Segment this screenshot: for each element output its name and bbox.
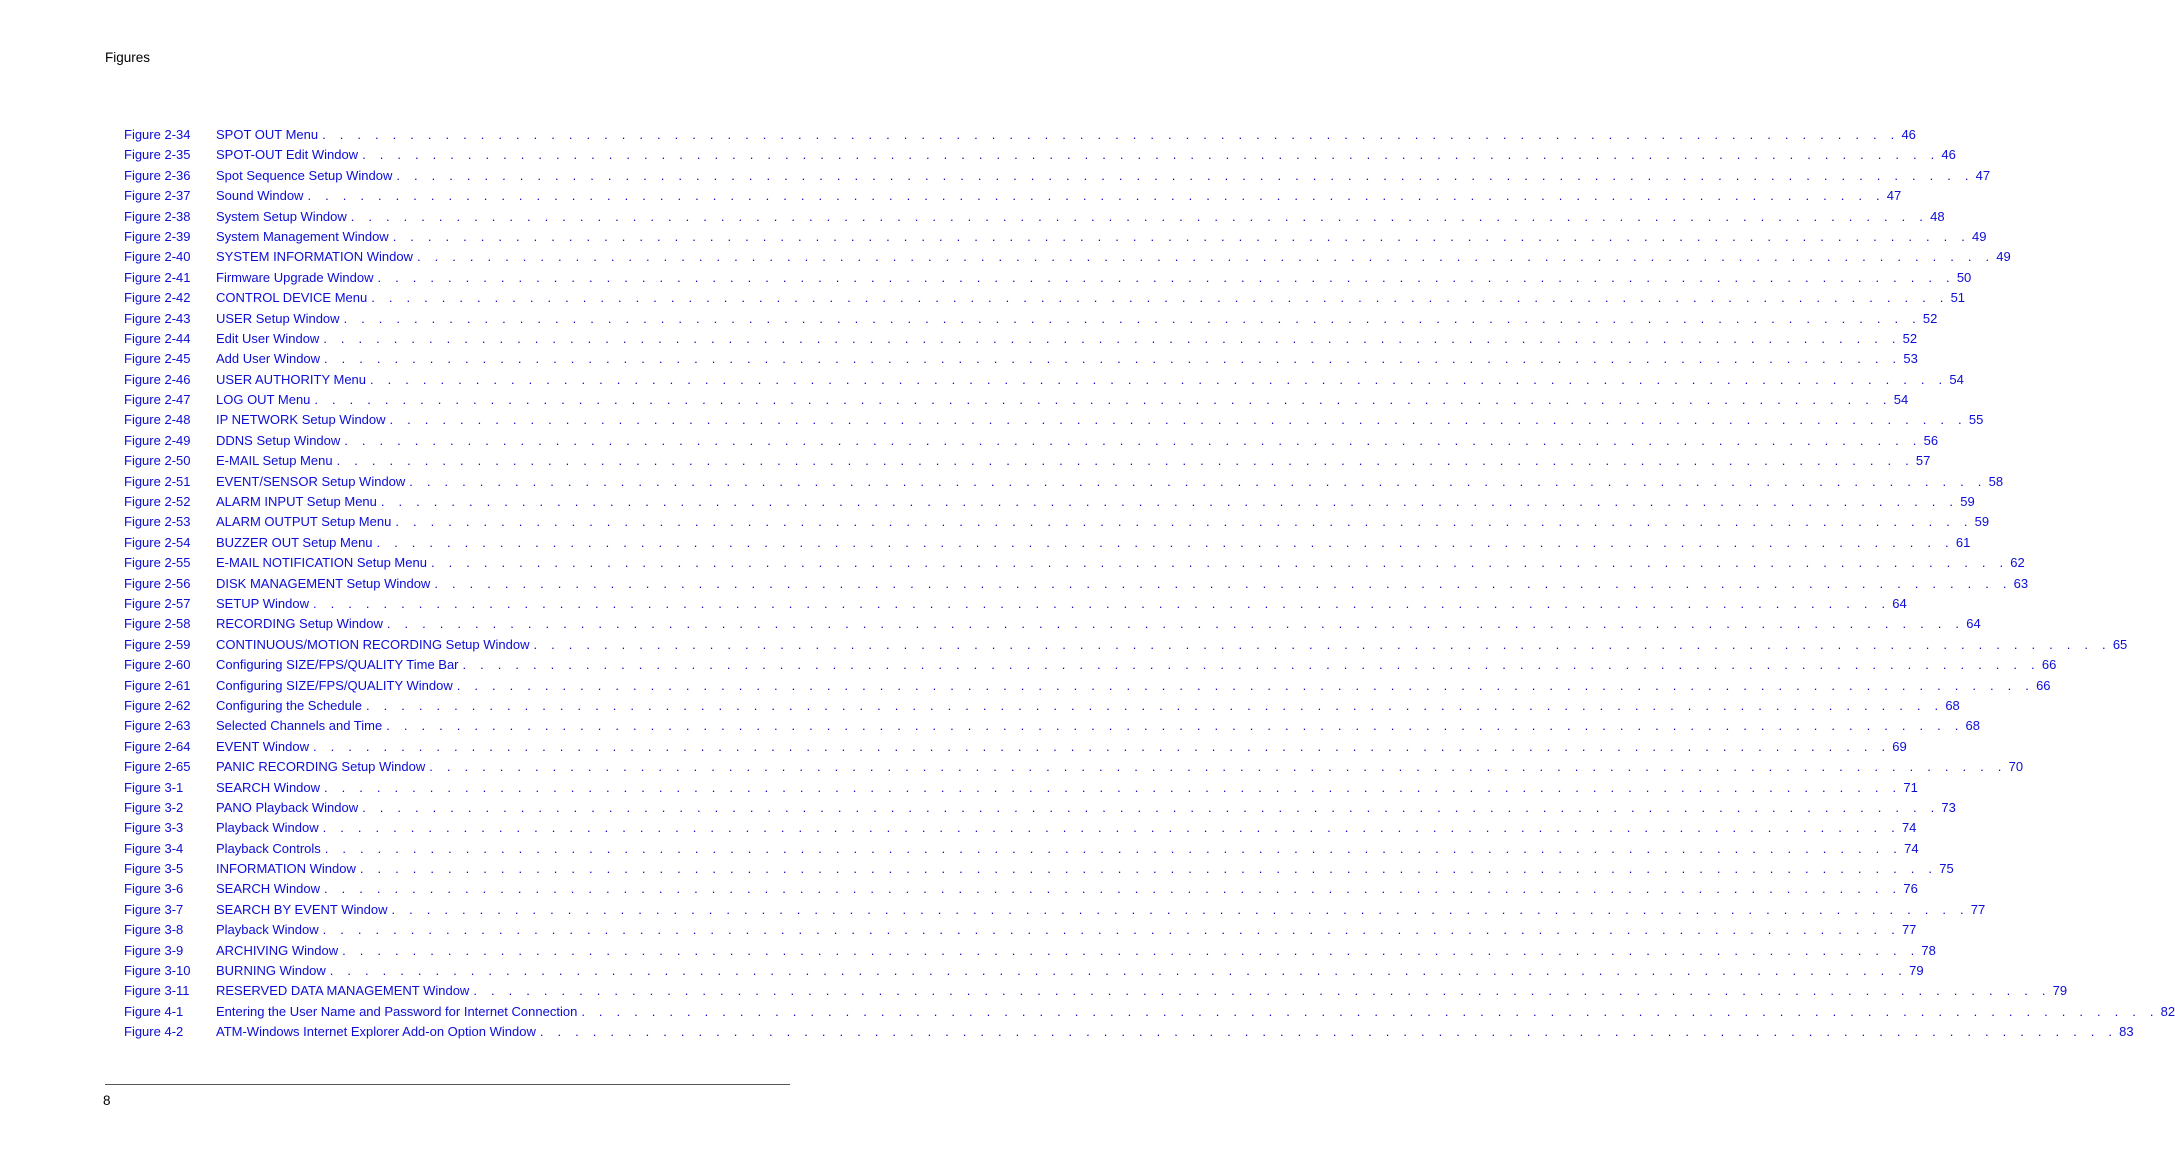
toc-entry[interactable] (124, 288, 1966, 308)
figure-title-link[interactable]: Firmware Upgrade Window (216, 269, 374, 285)
dot-leader: . . . . . . . . . . . . . . . . . . . . . . . . . . . . . . . . . . . . . . . . . . . . . . . . . . . . . . . . . . . . . . . . . . . . . . . . . . . . . . . . . . . . . . . . . . (312, 738, 1891, 754)
figure-number-link[interactable]: Figure 4-2 (124, 1024, 184, 1040)
figure-number-link[interactable]: Figure 3-8 (124, 922, 184, 938)
dot-leader: . . . . . . . . . . . . . . . . . . . . . . . . . . . . . . . . . . . . . . . . . . . . . . . . . . . . . . . . . . . . . . . . . . . . . . . . . . . . . . . . . . . . . . . . . . (324, 351, 1902, 367)
page-number-link[interactable]: 83 (2119, 1024, 2134, 1040)
dot-leader: . . . . . . . . . . . . . . . . . . . . . . . . . . . . . . . . . . . . . . . . . . . . . . . . . . . . . . . . . . . . . . . . . . . . . . . . . . . . . . . . . . . . . . . . . . (391, 901, 1969, 917)
toc-entry[interactable] (124, 839, 1919, 859)
dot-leader: . . . . . . . . . . . . . . . . . . . . . . . . . . . . . . . . . . . . . . . . . . . . . . . . . . . . . . . . . . . . . . . . . . . . . . . . . . . . . . . . . . . . . . . . . . (344, 432, 1922, 448)
figure-title-link[interactable]: E-MAIL NOTIFICATION Setup Menu (216, 555, 427, 571)
toc-entry[interactable] (124, 451, 1931, 471)
toc-entry[interactable] (124, 186, 1902, 206)
dot-leader: . . . . . . . . . . . . . . . . . . . . . . . . . . . . . . . . . . . . . . . . . . . . . . . . . . . . . . . . . . . . . . . . . . . . . . . . . . . . . . . . . . . . . . . . . . (329, 963, 1908, 979)
toc-entry[interactable] (124, 512, 1990, 532)
toc-entry[interactable] (124, 900, 1986, 920)
figure-number-link[interactable]: Figure 2-54 (124, 534, 191, 550)
dot-leader: . . . . . . . . . . . . . . . . . . . . . . . . . . . . . . . . . . . . . . . . . . . . . . . . . . . . . . . . . . . . . . . . . . . . . . . . . . . . . . . . . . . . . . . . . . (429, 759, 2007, 775)
page-number-link[interactable]: 65 (2112, 636, 2128, 652)
figure-title-link[interactable]: SPOT-OUT Edit Window (216, 147, 359, 163)
dot-leader: . . . . . . . . . . . . . . . . . . . . . . . . . . . . . . . . . . . . . . . . . . . . . . . . . . . . . . . . . . . . . . . . . . . . . . . . . . . . . . . . . . . . . . . . . . (395, 514, 1973, 530)
figure-number-link[interactable]: Figure 2-38 (124, 208, 191, 224)
dot-leader: . . . . . . . . . . . . . . . . . . . . . . . . . . . . . . . . . . . . . . . . . . . . . . . . . . . . . . . . . . . . . . . . . . . . . . . . . . . . . . . . . . . . . . . . . . (396, 167, 1974, 183)
figure-number-link[interactable]: Figure 2-51 (124, 473, 191, 489)
toc-entry[interactable] (124, 390, 1909, 410)
toc-entry[interactable] (124, 798, 1956, 818)
page-number-link[interactable]: 79 (2052, 983, 2068, 999)
page-number-link[interactable]: 77 (1901, 922, 1917, 938)
figure-title-link[interactable]: SEARCH Window (216, 779, 321, 795)
toc-entry[interactable] (124, 268, 1972, 288)
dot-leader: . . . . . . . . . . . . . . . . . . . . . . . . . . . . . . . . . . . . . . . . . . . . . . . . . . . . . . . . . . . . . . . . . . . . . . . . . . . . . . . . . . . . . . . . . . (314, 392, 1892, 408)
figure-number-link[interactable]: Figure 2-64 (124, 738, 191, 754)
toc-entry[interactable] (124, 716, 1981, 736)
page-number-link[interactable]: 52 (1922, 310, 1938, 326)
page-number-link[interactable]: 82 (2160, 1003, 2175, 1019)
page-number-link[interactable]: 59 (1960, 494, 1975, 510)
page-number-link[interactable]: 53 (1903, 351, 1918, 367)
dot-leader: . . . . . . . . . . . . . . . . . . . . . . . . . . . . . . . . . . . . . . . . . . . . . . . . . . . . . . . . . . . . . . . . . . . . . . . . . . . . . . . . . . . . . . . . . . (389, 412, 1967, 428)
figure-title-link[interactable]: USER AUTHORITY Menu (216, 371, 367, 387)
toc-entry[interactable] (124, 1022, 2134, 1042)
toc-entry[interactable] (124, 757, 2024, 777)
page-number-link[interactable]: 58 (1988, 473, 2004, 489)
page-number-link[interactable]: 74 (1901, 820, 1917, 836)
dot-leader: . . . . . . . . . . . . . . . . . . . . . . . . . . . . . . . . . . . . . . . . . . . . . . . . . . . . . . . . . . . . . . . . . . . . . . . . . . . . . . . . . . . . . . . . . . (324, 840, 1903, 856)
figure-title-link[interactable]: USER Setup Window (216, 310, 340, 326)
page-number: 8 (103, 1093, 111, 1108)
figure-title-link[interactable]: Selected Channels and Time (216, 718, 383, 734)
dot-leader: . . . . . . . . . . . . . . . . . . . . . . . . . . . . . . . . . . . . . . . . . . . . . . . . . . . . . . . . . . . . . . . . . . . . . . . . . . . . . . . . . . . . . . . . . . (430, 555, 2009, 571)
figure-title-link[interactable]: System Setup Window (216, 208, 347, 224)
page-number-link[interactable]: 70 (2008, 759, 2024, 775)
figure-number-link[interactable]: Figure 2-39 (124, 228, 191, 244)
page-number-link[interactable]: 69 (1892, 738, 1907, 754)
figure-number-link[interactable]: Figure 2-60 (124, 657, 191, 673)
page-number-link[interactable]: 79 (1909, 963, 1924, 979)
figure-title-link[interactable]: CONTROL DEVICE Menu (216, 290, 368, 306)
figure-number-link[interactable]: Figure 3-10 (124, 963, 191, 979)
figure-number-link[interactable]: Figure 2-57 (124, 595, 191, 611)
dot-leader: . . . . . . . . . . . . . . . . . . . . . . . . . . . . . . . . . . . . . . . . . . . . . . . . . . . . . . . . . . . . . . . . . . . . . . . . . . . . . . . . . . . . . . . . . . (362, 147, 1940, 163)
figure-title-link[interactable]: System Management Window (216, 228, 389, 244)
dot-leader: . . . . . . . . . . . . . . . . . . . . . . . . . . . . . . . . . . . . . . . . . . . . . . . . . . . . . . . . . . . . . . . . . . . . . . . . . . . . . . . . . . . . . . . . . . (462, 657, 2040, 673)
figure-title-link[interactable]: ALARM OUTPUT Setup Menu (216, 514, 392, 530)
toc-entry[interactable] (124, 818, 1917, 838)
page-number-link[interactable]: 49 (1972, 228, 1987, 244)
toc-entry[interactable] (124, 349, 1918, 369)
figure-title-link[interactable]: DISK MANAGEMENT Setup Window (216, 575, 431, 591)
page-number-link[interactable]: 52 (1902, 330, 1918, 346)
list-of-figures (124, 125, 2175, 1043)
dot-leader: . . . . . . . . . . . . . . . . . . . . . . . . . . . . . . . . . . . . . . . . . . . . . . . . . . . . . . . . . . . . . . . . . . . . . . . . . . . . . . . . . . . . . . . . . . (359, 861, 1938, 877)
toc-entry[interactable] (124, 329, 1918, 349)
toc-entry[interactable] (124, 696, 1960, 716)
toc-entry[interactable] (124, 778, 1918, 798)
figure-title-link[interactable]: EVENT Window (216, 738, 309, 754)
dot-leader: . . . . . . . . . . . . . . . . . . . . . . . . . . . . . . . . . . . . . . . . . . . . . . . . . . . . . . . . . . . . . . . . . . . . . . . . . . . . . . . . . . . . . . . . . . (371, 290, 1949, 306)
dot-leader: . . . . . . . . . . . . . . . . . . . . . . . . . . . . . . . . . . . . . . . . . . . . . . . . . . . . . . . . . . . . . . . . . . . . . . . . . . . . . . . . . . . . . . . . . . (336, 453, 1914, 469)
figure-title-link[interactable]: Configuring SIZE/FPS/QUALITY Time Bar (216, 657, 459, 673)
figure-number-link[interactable]: Figure 2-47 (124, 392, 191, 408)
figure-title-link[interactable]: ALARM INPUT Setup Menu (216, 494, 377, 510)
page-number-link[interactable]: 46 (1901, 127, 1916, 142)
toc-entry[interactable] (124, 166, 1991, 186)
page-number-link[interactable]: 78 (1921, 942, 1936, 958)
figure-number-link[interactable]: Figure 2-37 (124, 188, 191, 204)
dot-leader: . . . . . . . . . . . . . . . . . . . . . . . . . . . . . . . . . . . . . . . . . . . . . . . . . . . . . . . . . . . . . . . . . . . . . . . . . . . . . . . . . . . . . . . . . . (323, 330, 1901, 346)
figure-title-link[interactable]: DDNS Setup Window (216, 432, 341, 448)
dot-leader: . . . . . . . . . . . . . . . . . . . . . . . . . . . . . . . . . . . . . . . . . . . . . . . . . . . . . . . . . . . . . . . . . . . . . . . . . . . . . . . . . . . . . . . . . . (377, 269, 1955, 285)
figure-number-link[interactable]: Figure 2-43 (124, 310, 191, 326)
page-number-link[interactable]: 73 (1941, 799, 1956, 815)
page-number-link[interactable]: 56 (1923, 432, 1939, 448)
figure-title-link[interactable]: EVENT/SENSOR Setup Window (216, 473, 406, 489)
dot-leader: . . . . . . . . . . . . . . . . . . . . . . . . . . . . . . . . . . . . . . . . . . . . . . . . . . . . . . . . . . . . . . . . . . . . . . . . . . . . . . . . . . . . . . . . . . (392, 228, 1971, 244)
page-number-link[interactable]: 46 (1941, 147, 1956, 163)
figure-number-link[interactable]: Figure 3-11 (124, 983, 190, 999)
figure-number-link[interactable]: Figure 2-65 (124, 759, 191, 775)
figure-number-link[interactable]: Figure 3-9 (124, 942, 184, 958)
toc-entry[interactable] (124, 553, 2025, 573)
figure-title-link[interactable]: Playback Window (216, 820, 319, 836)
dot-leader: . . . . . . . . . . . . . . . . . . . . . . . . . . . . . . . . . . . . . . . . . . . . . . . . . . . . . . . . . . . . . . . . . . . . . . . . . . . . . . . . . . . . . . . . . . (362, 799, 1940, 815)
dot-leader: . . . . . . . . . . . . . . . . . . . . . . . . . . . . . . . . . . . . . . . . . . . . . . . . . . . . . . . . . . . . . . . . . . . . . . . . . . . . . . . . . . . . . . . . . . (307, 188, 1885, 204)
figure-number-link[interactable]: Figure 3-4 (124, 840, 184, 856)
toc-entry[interactable] (124, 207, 1945, 227)
dot-leader: . . . . . . . . . . . . . . . . . . . . . . . . . . . . . . . . . . . . . . . . . . . . . . . . . . . . . . . . . . . . . . . . . . . . . . . . . . . . . . . . . . . . . . . . . . (456, 677, 2035, 693)
running-header: Figures (105, 50, 151, 65)
figure-number-link[interactable]: Figure 2-40 (124, 249, 191, 265)
toc-entry[interactable] (124, 635, 2128, 655)
page-number-link[interactable]: 77 (1970, 901, 1986, 917)
page-number-link[interactable]: 62 (2010, 555, 2025, 571)
dot-leader: . . . . . . . . . . . . . . . . . . . . . . . . . . . . . . . . . . . . . . . . . . . . . . . . . . . . . . . . . . . . . . . . . . . . . . . . . . . . . . . . . . . . . . . . . . (386, 616, 1965, 632)
dot-leader: . . . . . . . . . . . . . . . . . . . . . . . . . . . . . . . . . . . . . . . . . . . . . . . . . . . . . . . . . . . . . . . . . . . . . . . . . . . . . . . . . . . . . . . . . . (533, 636, 2111, 652)
figure-title-link[interactable]: ARCHIVING Window (216, 942, 339, 958)
figure-number-link[interactable]: Figure 2-62 (124, 697, 191, 713)
page-number-link[interactable]: 68 (1945, 697, 1960, 713)
dot-leader: . . . . . . . . . . . . . . . . . . . . . . . . . . . . . . . . . . . . . . . . . . . . . . . . . . . . . . . . . . . . . . . . . . . . . . . . . . . . . . . . . . . . . . . . . . (370, 371, 1948, 387)
figure-number-link[interactable]: Figure 2-59 (124, 636, 191, 652)
figure-title-link[interactable]: LOG OUT Menu (216, 392, 311, 408)
figure-title-link[interactable]: ATM-Windows Internet Explorer Add-on Option Window (216, 1024, 536, 1040)
dot-leader: . . . . . . . . . . . . . . . . . . . . . . . . . . . . . . . . . . . . . . . . . . . . . . . . . . . . . . . . . . . . . . . . . . . . . . . . . . . . . . . . . . . . . . . . . . (324, 881, 1902, 897)
figure-title-link[interactable]: SEARCH BY EVENT Window (216, 901, 388, 917)
page-number-link[interactable]: 51 (1950, 290, 1966, 306)
toc-entry[interactable] (124, 981, 2068, 1001)
figure-title-link[interactable]: SYSTEM INFORMATION Window (216, 249, 413, 265)
figure-title-link[interactable]: Configuring the Schedule (216, 697, 362, 713)
toc-entry[interactable] (124, 594, 1907, 614)
footer-divider (105, 1084, 790, 1085)
figure-number-link[interactable]: Figure 2-35 (124, 147, 191, 163)
figure-title-link[interactable]: IP NETWORK Setup Window (216, 412, 386, 428)
toc-entry[interactable] (124, 431, 1939, 451)
figure-title-link[interactable]: SEARCH Window (216, 881, 321, 897)
dot-leader: . . . . . . . . . . . . . . . . . . . . . . . . . . . . . . . . . . . . . . . . . . . . . . . . . . . . . . . . . . . . . . . . . . . . . . . . . . . . . . . . . . . . . . . . . . (473, 983, 2051, 999)
dot-leader: . . . . . . . . . . . . . . . . . . . . . . . . . . . . . . . . . . . . . . . . . . . . . . . . . . . . . . . . . . . . . . . . . . . . . . . . . . . . . . . . . . . . . . . . . . (350, 208, 1929, 224)
dot-leader: . . . . . . . . . . . . . . . . . . . . . . . . . . . . . . . . . . . . . . . . . . . . . . . . . . . . . . . . . . . . . . . . . . . . . . . . . . . . . . . . . . . . . . . . . . (322, 127, 1900, 142)
page-number-link[interactable]: 59 (1974, 514, 1990, 530)
toc-entry[interactable] (124, 145, 1956, 165)
figure-number-link[interactable]: Figure 2-46 (124, 371, 191, 387)
toc-entry[interactable] (124, 859, 1954, 879)
figure-title-link[interactable]: CONTINUOUS/MOTION RECORDING Setup Window (216, 636, 530, 652)
figure-number-link[interactable]: Figure 2-58 (124, 616, 191, 632)
figure-number-link[interactable]: Figure 2-61 (124, 677, 191, 693)
page-number-link[interactable]: 47 (1886, 188, 1902, 204)
figure-title-link[interactable]: E-MAIL Setup Menu (216, 453, 333, 469)
figure-title-link[interactable]: BUZZER OUT Setup Menu (216, 534, 373, 550)
dot-leader: . . . . . . . . . . . . . . . . . . . . . . . . . . . . . . . . . . . . . . . . . . . . . . . . . . . . . . . . . . . . . . . . . . . . . . . . . . . . . . . . . . . . . . . . . . (376, 534, 1954, 550)
figure-title-link[interactable]: Playback Window (216, 922, 319, 938)
figure-number-link[interactable]: Figure 3-7 (124, 901, 184, 917)
dot-leader: . . . . . . . . . . . . . . . . . . . . . . . . . . . . . . . . . . . . . . . . . . . . . . . . . . . . . . . . . . . . . . . . . . . . . . . . . . . . . . . . . . . . . . . . . . (322, 820, 1900, 836)
toc-entry[interactable] (124, 492, 1975, 512)
figure-number-link[interactable]: Figure 2-50 (124, 453, 191, 469)
figure-number-link[interactable]: Figure 2-36 (124, 167, 191, 183)
page-number-link[interactable]: 64 (1892, 595, 1907, 611)
toc-entry[interactable] (124, 676, 2051, 696)
figure-number-link[interactable]: Figure 2-52 (124, 494, 191, 510)
page-number-link[interactable]: 68 (1965, 718, 1981, 734)
toc-entry[interactable] (124, 614, 1981, 634)
page-number-link[interactable]: 54 (1949, 371, 1964, 387)
toc-entry[interactable] (124, 961, 1924, 981)
toc-entry[interactable] (124, 227, 1987, 247)
figure-title-link[interactable]: RESERVED DATA MANAGEMENT Window (216, 983, 470, 999)
page-number-link[interactable]: 57 (1915, 453, 1931, 469)
figure-title-link[interactable]: PANO Playback Window (216, 799, 359, 815)
toc-entry[interactable] (124, 1002, 2175, 1022)
page-number-link[interactable]: 63 (2013, 575, 2029, 591)
figure-title-link[interactable]: BURNING Window (216, 963, 326, 979)
figure-title-link[interactable]: Playback Controls (216, 840, 321, 856)
figure-number-link[interactable]: Figure 2-45 (124, 351, 191, 367)
toc-entry[interactable] (124, 472, 2004, 492)
page-number-link[interactable]: 49 (1996, 249, 2011, 265)
figure-title-link[interactable]: PANIC RECORDING Setup Window (216, 759, 426, 775)
figure-number-link[interactable]: Figure 2-48 (124, 412, 191, 428)
figure-number-link[interactable]: Figure 2-53 (124, 514, 191, 530)
dot-leader: . . . . . . . . . . . . . . . . . . . . . . . . . . . . . . . . . . . . . . . . . . . . . . . . . . . . . . . . . . . . . . . . . . . . . . . . . . . . . . . . . . . . . . . . . . (324, 779, 1902, 795)
figure-title-link[interactable]: SETUP Window (216, 595, 309, 611)
toc-entry[interactable] (124, 655, 2057, 675)
dot-leader: . . . . . . . . . . . . . . . . . . . . . . . . . . . . . . . . . . . . . . . . . . . . . . . . . . . . . . . . . . . . . . . . . . . . . . . . . . . . . . . . . . . . . . . . . . (409, 473, 1987, 489)
toc-entry[interactable] (124, 247, 2011, 267)
figure-number-link[interactable]: Figure 2-44 (124, 330, 191, 346)
figure-number-link[interactable]: Figure 3-3 (124, 820, 184, 836)
dot-leader: . . . . . . . . . . . . . . . . . . . . . . . . . . . . . . . . . . . . . . . . . . . . . . . . . . . . . . . . . . . . . . . . . . . . . . . . . . . . . . . . . . . . . . . . . . (386, 718, 1964, 734)
figure-number-link[interactable]: Figure 2-41 (124, 269, 191, 285)
dot-leader: . . . . . . . . . . . . . . . . . . . . . . . . . . . . . . . . . . . . . . . . . . . . . . . . . . . . . . . . . . . . . . . . . . . . . . . . . . . . . . . . . . . . . . . . . . (416, 249, 1995, 265)
page-number-link[interactable]: 50 (1956, 269, 1972, 285)
figure-title-link[interactable]: RECORDING Setup Window (216, 616, 383, 632)
dot-leader: . . . . . . . . . . . . . . . . . . . . . . . . . . . . . . . . . . . . . . . . . . . . . . . . . . . . . . . . . . . . . . . . . . . . . . . . . . . . . . . . . . . . . . . . . . (343, 310, 1921, 326)
dot-leader: . . . . . . . . . . . . . . . . . . . . . . . . . . . . . . . . . . . . . . . . . . . . . . . . . . . . . . . . . . . . . . . . . . . . . . . . . . . . . . . . . . . . . . . . . . (539, 1024, 2118, 1040)
page-number-link[interactable]: 66 (2041, 657, 2057, 673)
figure-number-link[interactable]: Figure 4-1 (124, 1003, 184, 1019)
figure-title-link[interactable]: Entering the User Name and Password for Internet Connection (216, 1003, 578, 1019)
figure-number-link[interactable]: Figure 3-6 (124, 881, 184, 897)
toc-entry[interactable] (124, 879, 1918, 899)
dot-leader: . . . . . . . . . . . . . . . . . . . . . . . . . . . . . . . . . . . . . . . . . . . . . . . . . . . . . . . . . . . . . . . . . . . . . . . . . . . . . . . . . . . . . . . . . . (342, 942, 1920, 958)
figure-title-link[interactable]: INFORMATION Window (216, 861, 356, 877)
figure-number-link[interactable]: Figure 2-42 (124, 290, 191, 306)
figure-number-link[interactable]: Figure 3-2 (124, 799, 184, 815)
figure-number-link[interactable]: Figure 2-34 (124, 127, 191, 142)
figure-title-link[interactable]: Configuring SIZE/FPS/QUALITY Window (216, 677, 453, 693)
dot-leader: . . . . . . . . . . . . . . . . . . . . . . . . . . . . . . . . . . . . . . . . . . . . . . . . . . . . . . . . . . . . . . . . . . . . . . . . . . . . . . . . . . . . . . . . . . (380, 494, 1959, 510)
figure-title-link[interactable]: Add User Window (216, 351, 321, 367)
figure-title-link[interactable]: Sound Window (216, 188, 304, 204)
page-number-link[interactable]: 61 (1955, 534, 1971, 550)
toc-entry[interactable] (124, 920, 1917, 940)
toc-entry[interactable] (124, 410, 1984, 430)
figure-number-link[interactable]: Figure 3-1 (124, 779, 184, 795)
dot-leader: . . . . . . . . . . . . . . . . . . . . . . . . . . . . . . . . . . . . . . . . . . . . . . . . . . . . . . . . . . . . . . . . . . . . . . . . . . . . . . . . . . . . . . . . . . (366, 697, 1944, 713)
page-number-link[interactable]: 71 (1903, 779, 1918, 795)
page-number-link[interactable]: 55 (1968, 412, 1984, 428)
figure-number-link[interactable]: Figure 2-55 (124, 555, 191, 571)
figure-title-link[interactable]: Edit User Window (216, 330, 320, 346)
page-number-link[interactable]: 47 (1975, 167, 1991, 183)
figure-number-link[interactable]: Figure 3-5 (124, 861, 184, 877)
page-number-link[interactable]: 54 (1893, 392, 1909, 408)
dot-leader: . . . . . . . . . . . . . . . . . . . . . . . . . . . . . . . . . . . . . . . . . . . . . . . . . . . . . . . . . . . . . . . . . . . . . . . . . . . . . . . . . . . . . . . . . . (434, 575, 2012, 591)
page-number-link[interactable]: 66 (2036, 677, 2051, 693)
toc-entry[interactable] (124, 370, 1964, 390)
figure-title-link[interactable]: Spot Sequence Setup Window (216, 167, 393, 183)
toc-entry[interactable] (124, 309, 1938, 329)
toc-entry[interactable] (124, 574, 2029, 594)
toc-entry[interactable] (124, 941, 1936, 961)
toc-entry[interactable] (124, 533, 1971, 553)
page-number-link[interactable]: 75 (1939, 861, 1954, 877)
dot-leader: . . . . . . . . . . . . . . . . . . . . . . . . . . . . . . . . . . . . . . . . . . . . . . . . . . . . . . . . . . . . . . . . . . . . . . . . . . . . . . . . . . . . . . . . . . (312, 595, 1891, 611)
figure-number-link[interactable]: Figure 2-63 (124, 718, 191, 734)
dot-leader: . . . . . . . . . . . . . . . . . . . . . . . . . . . . . . . . . . . . . . . . . . . . . . . . . . . . . . . . . . . . . . . . . . . . . . . . . . . . . . . . . . . . . . . . . . (581, 1003, 2159, 1019)
page-number-link[interactable]: 74 (1904, 840, 1919, 856)
toc-entry[interactable] (124, 125, 1916, 145)
page-number-link[interactable]: 64 (1966, 616, 1981, 632)
page-number-link[interactable]: 76 (1903, 881, 1918, 897)
page-number-link[interactable]: 48 (1930, 208, 1945, 224)
figure-title-link[interactable]: SPOT OUT Menu (216, 127, 319, 142)
toc-entry[interactable] (124, 737, 1907, 757)
figure-number-link[interactable]: Figure 2-56 (124, 575, 191, 591)
dot-leader: . . . . . . . . . . . . . . . . . . . . . . . . . . . . . . . . . . . . . . . . . . . . . . . . . . . . . . . . . . . . . . . . . . . . . . . . . . . . . . . . . . . . . . . . . . (322, 922, 1900, 938)
figure-number-link[interactable]: Figure 2-49 (124, 432, 191, 448)
